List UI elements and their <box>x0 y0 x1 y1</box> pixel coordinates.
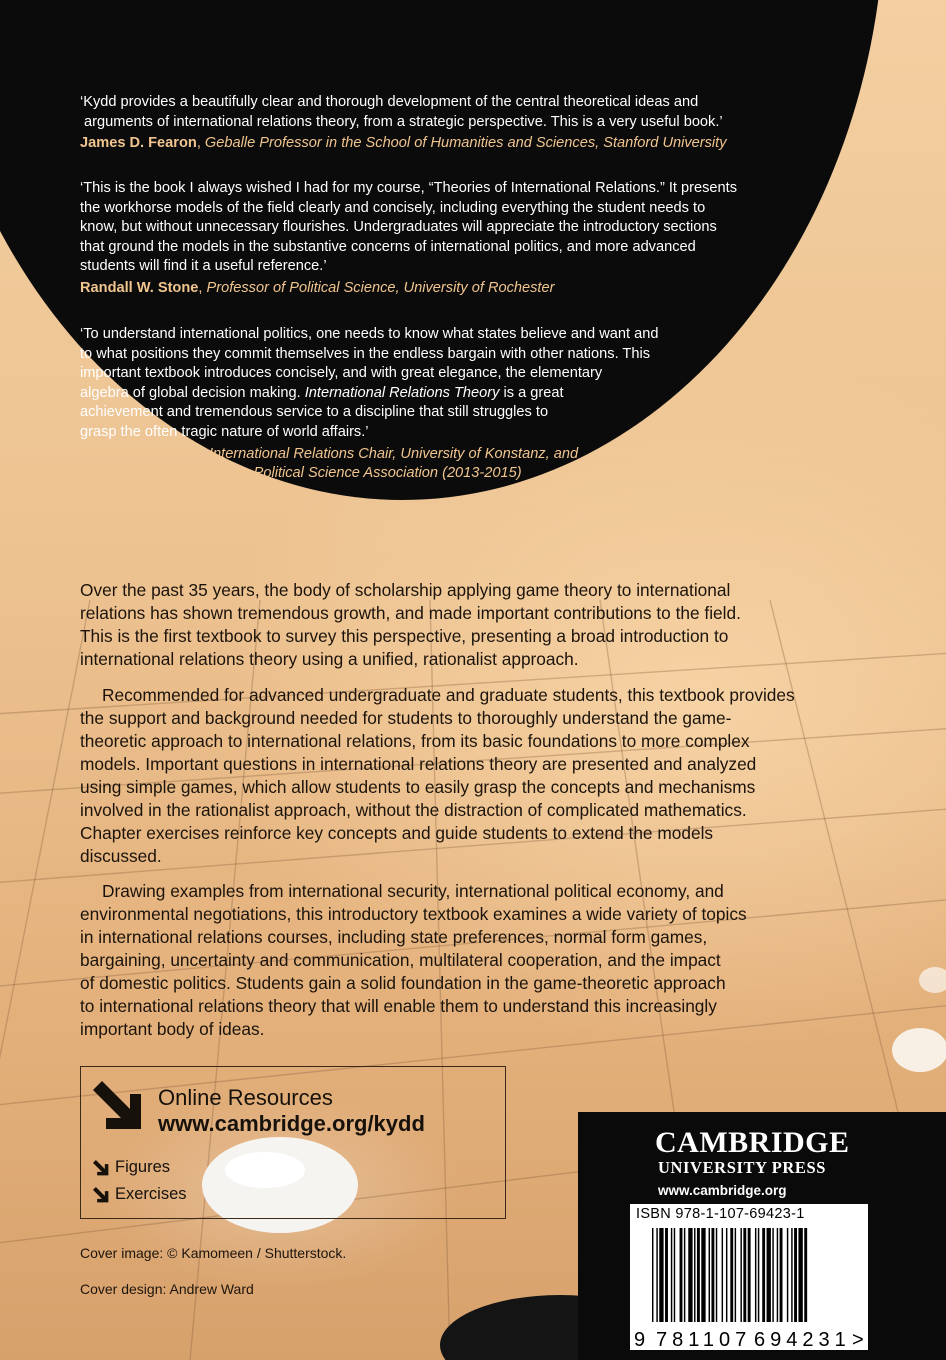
resource-item-label: Figures <box>115 1158 171 1176</box>
paragraph-line: discussed. <box>80 846 162 866</box>
barcode-bar <box>709 1228 710 1322</box>
barcode-bar <box>791 1228 792 1322</box>
barcode-bar <box>735 1228 736 1322</box>
isbn-label: ISBN 978-1-107-69423-1 <box>636 1206 805 1222</box>
resource-item-exercises[interactable] <box>93 1185 187 1204</box>
resource-item-label: Exercises <box>115 1185 187 1203</box>
quote-text: is a great <box>499 384 564 401</box>
barcode-digits-right: 694231 <box>754 1329 851 1350</box>
barcode-bar <box>671 1228 672 1322</box>
barcode-bar <box>688 1228 692 1322</box>
paragraph-line: to international relations theory that will enable them to understand this increasingly <box>80 996 717 1016</box>
quote-line: important textbook introduces concisely, and with great elegance, the elementary <box>80 365 603 382</box>
quote-stone <box>80 179 737 299</box>
paragraph-line: theoretic approach to international relations, from its basic foundations to more complex <box>80 731 750 751</box>
quote-line: ‘This is the book I always wished I had for my course, “Theories of International Relations.” It presents <box>80 180 738 196</box>
paragraph-line: environmental negotiations, this introductory textbook examines a wide variety of topics <box>80 904 747 924</box>
cover-image-credit: Cover image: © Kamomeen / Shutterstock. <box>80 1245 347 1261</box>
barcode-bar <box>694 1228 695 1322</box>
quote-line: ‘To understand international politics, one needs to know what states believe and want and <box>80 326 659 342</box>
quote-affiliation: President of the European Political Science Association (2013-2015) <box>80 465 522 482</box>
isbn-barcode <box>630 1224 868 1350</box>
paragraph-line: the support and background needed for students to thoroughly understand the game- <box>80 708 732 728</box>
quote-line: to what positions they commit themselves in the endless bargain with other nations. This <box>80 345 650 362</box>
quote-attribution-cont <box>80 464 658 484</box>
barcode-bar <box>716 1228 717 1322</box>
quote-affiliation: Geballe Professor in the School of Humanities and Sciences, Stanford University <box>204 135 727 152</box>
barcode-bar <box>794 1228 797 1322</box>
quote-text: algebra of global decision making. <box>80 384 301 401</box>
barcode-bar <box>755 1228 756 1322</box>
paragraph-line: This is the first textbook to survey this perspective, presenting a broad introduction to <box>80 626 729 646</box>
barcode-bar <box>674 1228 675 1322</box>
resources-title: Online Resources <box>158 1085 333 1110</box>
quote-attribution: James D. Fearon, Geballe Professor in the School of Humanities and Sciences, Stanford University <box>80 135 727 152</box>
barcode-bar <box>665 1228 668 1322</box>
paragraph-line: international relations theory using a unified, rationalist approach. <box>80 649 579 669</box>
publisher-subtitle: UNIVERSITY PRESS <box>658 1158 827 1177</box>
publisher-block <box>578 1112 946 1360</box>
paragraph-line: in international relations courses, including state preferences, normal form games, <box>80 927 708 947</box>
barcode-end-mark: > <box>852 1329 864 1350</box>
quote-line: grasp the often tragic nature of world affairs.’ <box>80 423 369 440</box>
paragraph-line: important body of ideas. <box>80 1019 265 1039</box>
quote-affiliation: Professor of Political Science, University of Rochester <box>206 279 555 296</box>
paragraph-line: Chapter exercises reinforce key concepts and guide students to extend the models <box>80 823 714 843</box>
barcode-bar <box>652 1228 653 1322</box>
paragraph-line: bargaining, uncertainty and communication, multilateral cooperation, and the impact <box>80 950 721 970</box>
description-paragraph-1 <box>80 579 850 671</box>
barcode-digits-left: 781107 <box>656 1329 752 1350</box>
paragraph-line: Drawing examples from international security, international political economy, and <box>102 881 724 901</box>
barcode-bar <box>726 1228 727 1322</box>
quote-line: the workhorse models of the field clearly and concisely, including everything the student needs to <box>80 199 706 216</box>
quote-line: arguments of international relations theory, from a strategic perspective. This is a very useful book.’ <box>84 113 723 130</box>
paragraph-line: involved in the rationalist approach, without the distraction of complicated mathematics. <box>80 800 747 820</box>
paragraph-line: Recommended for advanced undergraduate and graduate students, this textbook provides <box>102 685 795 705</box>
barcode-bar <box>659 1228 663 1322</box>
barcode-bar <box>680 1228 683 1322</box>
quote-schneider <box>80 325 658 484</box>
description-paragraph-3 <box>80 880 850 1041</box>
resources-url[interactable]: www.cambridge.org/kydd <box>158 1111 425 1136</box>
barcode-bar <box>780 1228 783 1322</box>
barcode-digit-prefix: 9 <box>634 1329 646 1350</box>
paragraph-line: using simple games, which allow students to easily grasp the concepts and mechanisms <box>80 777 756 797</box>
quote-fearon <box>80 93 727 154</box>
paragraph-line: relations has shown tremendous growth, and made important contributions to the field. <box>80 603 741 623</box>
quote-line: achievement and tremendous service to a discipline that still struggles to <box>80 404 549 421</box>
quote-line: that ground the models in the substantive concerns of international politics, and more advanced <box>80 238 696 255</box>
publisher-url[interactable]: www.cambridge.org <box>658 1183 787 1198</box>
resource-item-figures[interactable] <box>93 1158 170 1177</box>
description-paragraph-2 <box>80 684 850 868</box>
paragraph-line: of domestic politics. Students gain a solid foundation in the game-theoretic approach <box>80 973 726 993</box>
quote-line: ‘Kydd provides a beautifully clear and thorough development of the central theoretical ideas and <box>80 94 699 110</box>
quote-affiliation: International Relations Chair, University of Konstanz, and <box>208 445 579 462</box>
barcode-bar <box>684 1228 685 1322</box>
publisher-name: CAMBRIDGE <box>655 1126 850 1159</box>
barcode-bar <box>722 1228 723 1322</box>
quote-author: Randall W. Stone <box>80 279 199 296</box>
barcode-bar <box>711 1228 714 1322</box>
barcode-bar <box>787 1228 788 1322</box>
barcode-bar <box>743 1228 746 1322</box>
quote-line <box>80 384 658 404</box>
quote-attribution: Gerald Schneider, International Relations Chair, University of Konstanz, and <box>80 445 579 462</box>
online-resources-box <box>80 1066 506 1219</box>
barcode-bar <box>748 1228 751 1322</box>
arrow-down-right-icon <box>93 1081 143 1131</box>
arrow-down-right-icon <box>93 1160 109 1176</box>
barcode-bar <box>777 1228 778 1322</box>
quote-line: know, but without unnecessary flourishes. Undergraduates will appreciate the introductory sections <box>80 219 717 236</box>
book-title: International Relations Theory <box>304 384 500 401</box>
barcode-bar <box>762 1228 765 1322</box>
barcode-bar <box>758 1228 759 1322</box>
barcode-bar <box>730 1228 733 1322</box>
quote-line: students will find it a useful reference.’ <box>80 258 327 275</box>
barcode-bar <box>697 1228 700 1322</box>
barcode-bar <box>740 1228 741 1322</box>
arrow-down-right-icon <box>93 1187 109 1203</box>
barcode-bar <box>804 1228 807 1322</box>
quote-author: James D. Fearon <box>80 135 197 152</box>
barcode-bar <box>767 1228 771 1322</box>
quote-attribution: Randall W. Stone, Professor of Political Science, University of Rochester <box>80 279 555 296</box>
barcode-bar <box>656 1228 657 1322</box>
barcode-panel <box>630 1204 868 1350</box>
barcode-bar <box>798 1228 802 1322</box>
barcode-bar <box>701 1228 705 1322</box>
paragraph-line: models. Important questions in international relations theory are presented and analyzed <box>80 754 757 774</box>
cover-design-credit: Cover design: Andrew Ward <box>80 1281 254 1297</box>
quote-author: Gerald Schneider <box>80 445 201 462</box>
barcode-bar <box>772 1228 773 1322</box>
paragraph-line: Over the past 35 years, the body of scholarship applying game theory to international <box>80 580 731 600</box>
